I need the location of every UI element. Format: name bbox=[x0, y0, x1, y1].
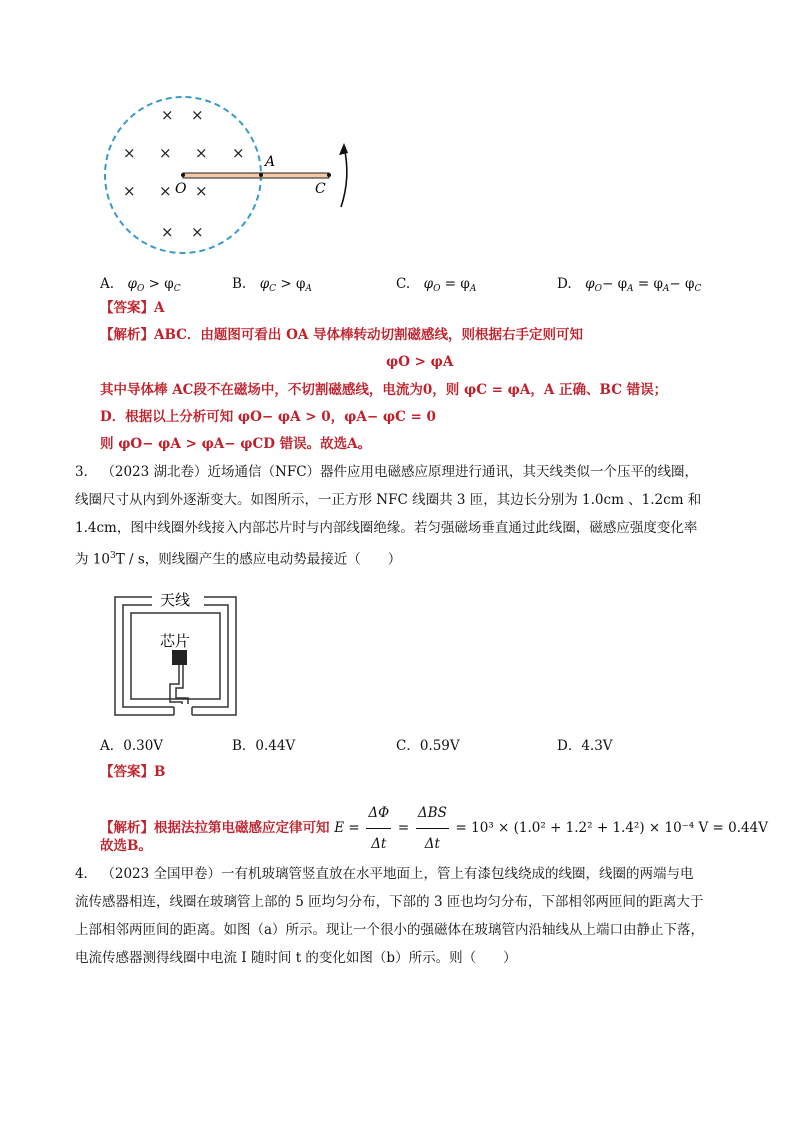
q3-line-1: 3． （2023 湖北卷）近场通信（NFC）器件应用电磁感应原理进行通讯，其天线类似一个压平的线圈， bbox=[75, 464, 699, 480]
conductor-rod bbox=[183, 173, 329, 178]
cross-mark: × bbox=[232, 144, 245, 162]
q2-explanation-formula: φO > φA bbox=[386, 354, 454, 370]
q3-line-3: 1.4cm，图中线圈外线接入内部芯片时与内部线圈绝缘。若匀强磁场垂直通过此线圈，磁感应强度变化率 bbox=[75, 520, 698, 536]
cross-mark: × bbox=[195, 144, 208, 162]
label-a: A bbox=[265, 154, 276, 170]
q2-option-b: B. $\varphi_C > \varphi_A$ bbox=[232, 276, 312, 294]
chip-square bbox=[172, 650, 187, 665]
antenna-label: 天线 bbox=[160, 591, 191, 609]
label-c: C bbox=[315, 181, 326, 197]
cross-mark: × bbox=[161, 223, 174, 241]
q3-explanation: 【解析】根据法拉第电磁感应定律可知 E = $\frac{\Delta\Phi}{\Delta t}$ = $\frac{\text{ΔBS}}{\Delta t}$ = 10³ × (1.0² + 1.2² + 1.4²) × 10⁻⁴ V = 0.44V bbox=[100, 798, 768, 859]
q2-answer: 【答案】A bbox=[100, 300, 165, 316]
q3-line-4: 为 $10^3T$ / s，则线圈产生的感应电动势最接近（ ） bbox=[75, 551, 402, 568]
cross-mark: × bbox=[191, 223, 204, 241]
rotating-rod-figure bbox=[95, 95, 365, 265]
q3-option-c: C．0.59V bbox=[396, 738, 460, 754]
q3-line-2: 线圈尺寸从内到外逐渐变大。如图所示，一正方形 NFC 线圈共 3 匝，其边长分别为 1.0cm 、1.2cm 和 bbox=[75, 492, 702, 508]
q3-answer: 【答案】B bbox=[100, 764, 166, 780]
q2-option-c: C. $\varphi_O = \varphi_A$ bbox=[396, 276, 477, 294]
q2-explanation-1: 【解析】ABC．由题图可看出 OA 导体棒转动切割磁感线，则根据右手定则可知 bbox=[100, 327, 584, 343]
q2-explanation-4: 则 φO− φA > φA− φCD 错误。故选A。 bbox=[100, 436, 372, 452]
nfc-coil-figure bbox=[112, 574, 242, 720]
cross-mark: × bbox=[123, 182, 136, 200]
label-o: O bbox=[175, 181, 187, 197]
q2-option-d: D. $\varphi_O- \varphi_A = \varphi_A- \varphi_C$ bbox=[557, 276, 702, 294]
q2-explanation-3: D．根据以上分析可知 φO− φA > 0，φA− φC = 0 bbox=[100, 409, 436, 425]
cross-mark: × bbox=[195, 182, 208, 200]
q3-option-d: D．4.3V bbox=[557, 738, 613, 754]
cross-mark: × bbox=[123, 144, 136, 162]
point-o bbox=[181, 173, 185, 177]
q3-option-b: B．0.44V bbox=[232, 738, 296, 754]
point-c bbox=[327, 173, 331, 177]
q2-option-a: A. $\varphi_O > \varphi_C$ bbox=[100, 276, 181, 294]
q3-option-a: A．0.30V bbox=[100, 738, 164, 754]
gap-mask bbox=[174, 704, 192, 718]
cross-mark: × bbox=[159, 144, 172, 162]
formula-result: = 10³ × (1.0² + 1.2² + 1.4²) × 10⁻⁴ V = 0.44V bbox=[455, 820, 768, 836]
rotation-arrow bbox=[341, 147, 347, 207]
cross-mark: × bbox=[161, 106, 174, 124]
chip-label: 芯片 bbox=[160, 632, 191, 650]
q4-line-1: 4． （2023 全国甲卷）一有机玻璃管竖直放在水平地面上，管上有漆包线绕成的线圈，线圈的两端与电 bbox=[75, 866, 694, 882]
fraction-dphi-dt: $\frac{\Delta\Phi}{\Delta t}$ bbox=[366, 798, 391, 859]
fraction-dbs-dt: $\frac{\text{ΔBS}}{\Delta t}$ bbox=[416, 798, 449, 859]
cross-mark: × bbox=[159, 182, 172, 200]
q3-choose: 故选B。 bbox=[100, 838, 152, 854]
q4-line-3: 上部相邻两匝间的距离。如图（a）所示。现让一个很小的强磁体在玻璃管内沿轴线从上端口由静止下落， bbox=[75, 922, 705, 938]
q2-explanation-2: 其中导体棒 AC段不在磁场中，不切割磁感线，电流为0，则 φC = φA，A 正确、BC 错误； bbox=[100, 382, 668, 398]
point-a bbox=[259, 173, 263, 177]
q4-line-4: 电流传感器测得线圈中电流 I 随时间 t 的变化如图（b）所示。则（ ） bbox=[75, 950, 517, 966]
q4-line-2: 流传感器相连，线圈在玻璃管上部的 5 匝均匀分布，下部的 3 匝也均匀分布，下部相邻两匝间的距离大于 bbox=[75, 894, 704, 910]
cross-mark: × bbox=[191, 106, 204, 124]
formula-e: E = bbox=[334, 820, 360, 836]
rotation-arrow-head bbox=[339, 143, 348, 155]
